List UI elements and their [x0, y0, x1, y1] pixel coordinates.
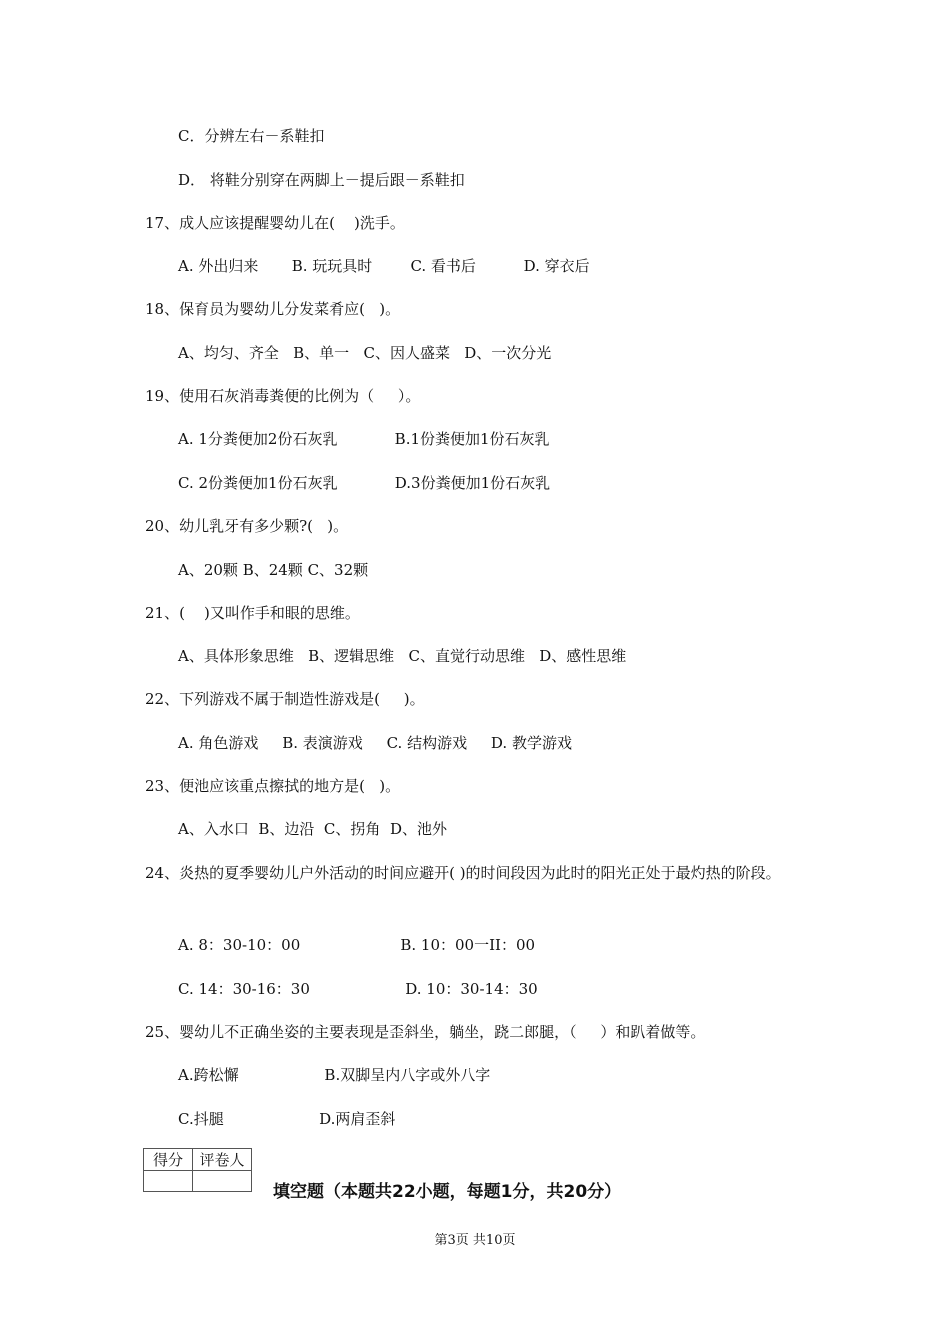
- score-table-header-row: [144, 1149, 252, 1171]
- option-line: C．分辨左右－系鞋扣: [178, 127, 325, 145]
- option-line: A. 角色游戏 B. 表演游戏 C. 结构游戏 D. 教学游戏: [178, 734, 572, 752]
- score-header: 得分: [144, 1149, 193, 1171]
- grader-cell: [193, 1171, 252, 1192]
- option-line: A.跨松懈 B.双脚呈内八字或外八字: [178, 1066, 491, 1084]
- option-line: C. 2份粪便加1份石灰乳 D.3份粪便加1份石灰乳: [178, 474, 551, 492]
- option-line: A、入水口 B、边沿 C、拐角 D、池外: [178, 820, 447, 838]
- question-24: 24、炎热的夏季婴幼儿户外活动的时间应避开( )的时间段因为此时的阳光正处于最灼热的阶段。: [145, 864, 781, 882]
- question-19: 19、使用石灰消毒粪便的比例为（ ）。: [145, 387, 421, 405]
- option-line: A、均匀、齐全 B、单一 C、因人盛菜 D、一次分光: [178, 344, 552, 362]
- question-21: 21、( )又叫作手和眼的思维。: [145, 604, 360, 622]
- page-footer: 第3页 共10页: [434, 1233, 516, 1248]
- question-25: 25、婴幼儿不正确坐姿的主要表现是歪斜坐，躺坐，跷二郎腿，（ ）和趴着做等。: [145, 1023, 706, 1041]
- score-table: [143, 1148, 252, 1192]
- question-18: 18、保育员为婴幼儿分发菜肴应( )。: [145, 300, 401, 318]
- option-line: D． 将鞋分别穿在两脚上－提后跟－系鞋扣: [178, 171, 465, 189]
- option-line: A、具体形象思维 B、逻辑思维 C、直觉行动思维 D、感性思维: [178, 647, 627, 665]
- option-line: C.抖腿 D.两肩歪斜: [178, 1110, 396, 1128]
- option-line: C. 14：30-16：30 D. 10：30-14：30: [178, 980, 538, 998]
- question-22: 22、下列游戏不属于制造性游戏是( )。: [145, 690, 425, 708]
- option-line: A. 8：30-10：00 B. 10：00一II：00: [178, 936, 536, 954]
- question-23: 23、便池应该重点擦拭的地方是( )。: [145, 777, 401, 795]
- question-17: 17、成人应该提醒婴幼儿在( )洗手。: [145, 214, 405, 232]
- question-20: 20、幼儿乳牙有多少颗?( )。: [145, 517, 349, 535]
- score-cell: [144, 1171, 193, 1192]
- option-line: A. 1分粪便加2份石灰乳 B.1份粪便加1份石灰乳: [178, 430, 550, 448]
- option-line: A. 外出归来 B. 玩玩具时 C. 看书后 D. 穿衣后: [178, 257, 590, 275]
- grader-header: 评卷人: [193, 1149, 252, 1171]
- score-table-blank-row: [144, 1171, 252, 1192]
- option-line: A、20颗 B、24颗 C、32颗: [178, 561, 369, 579]
- section-title: 填空题（本题共22小题，每题1分，共20分）: [273, 1182, 622, 1202]
